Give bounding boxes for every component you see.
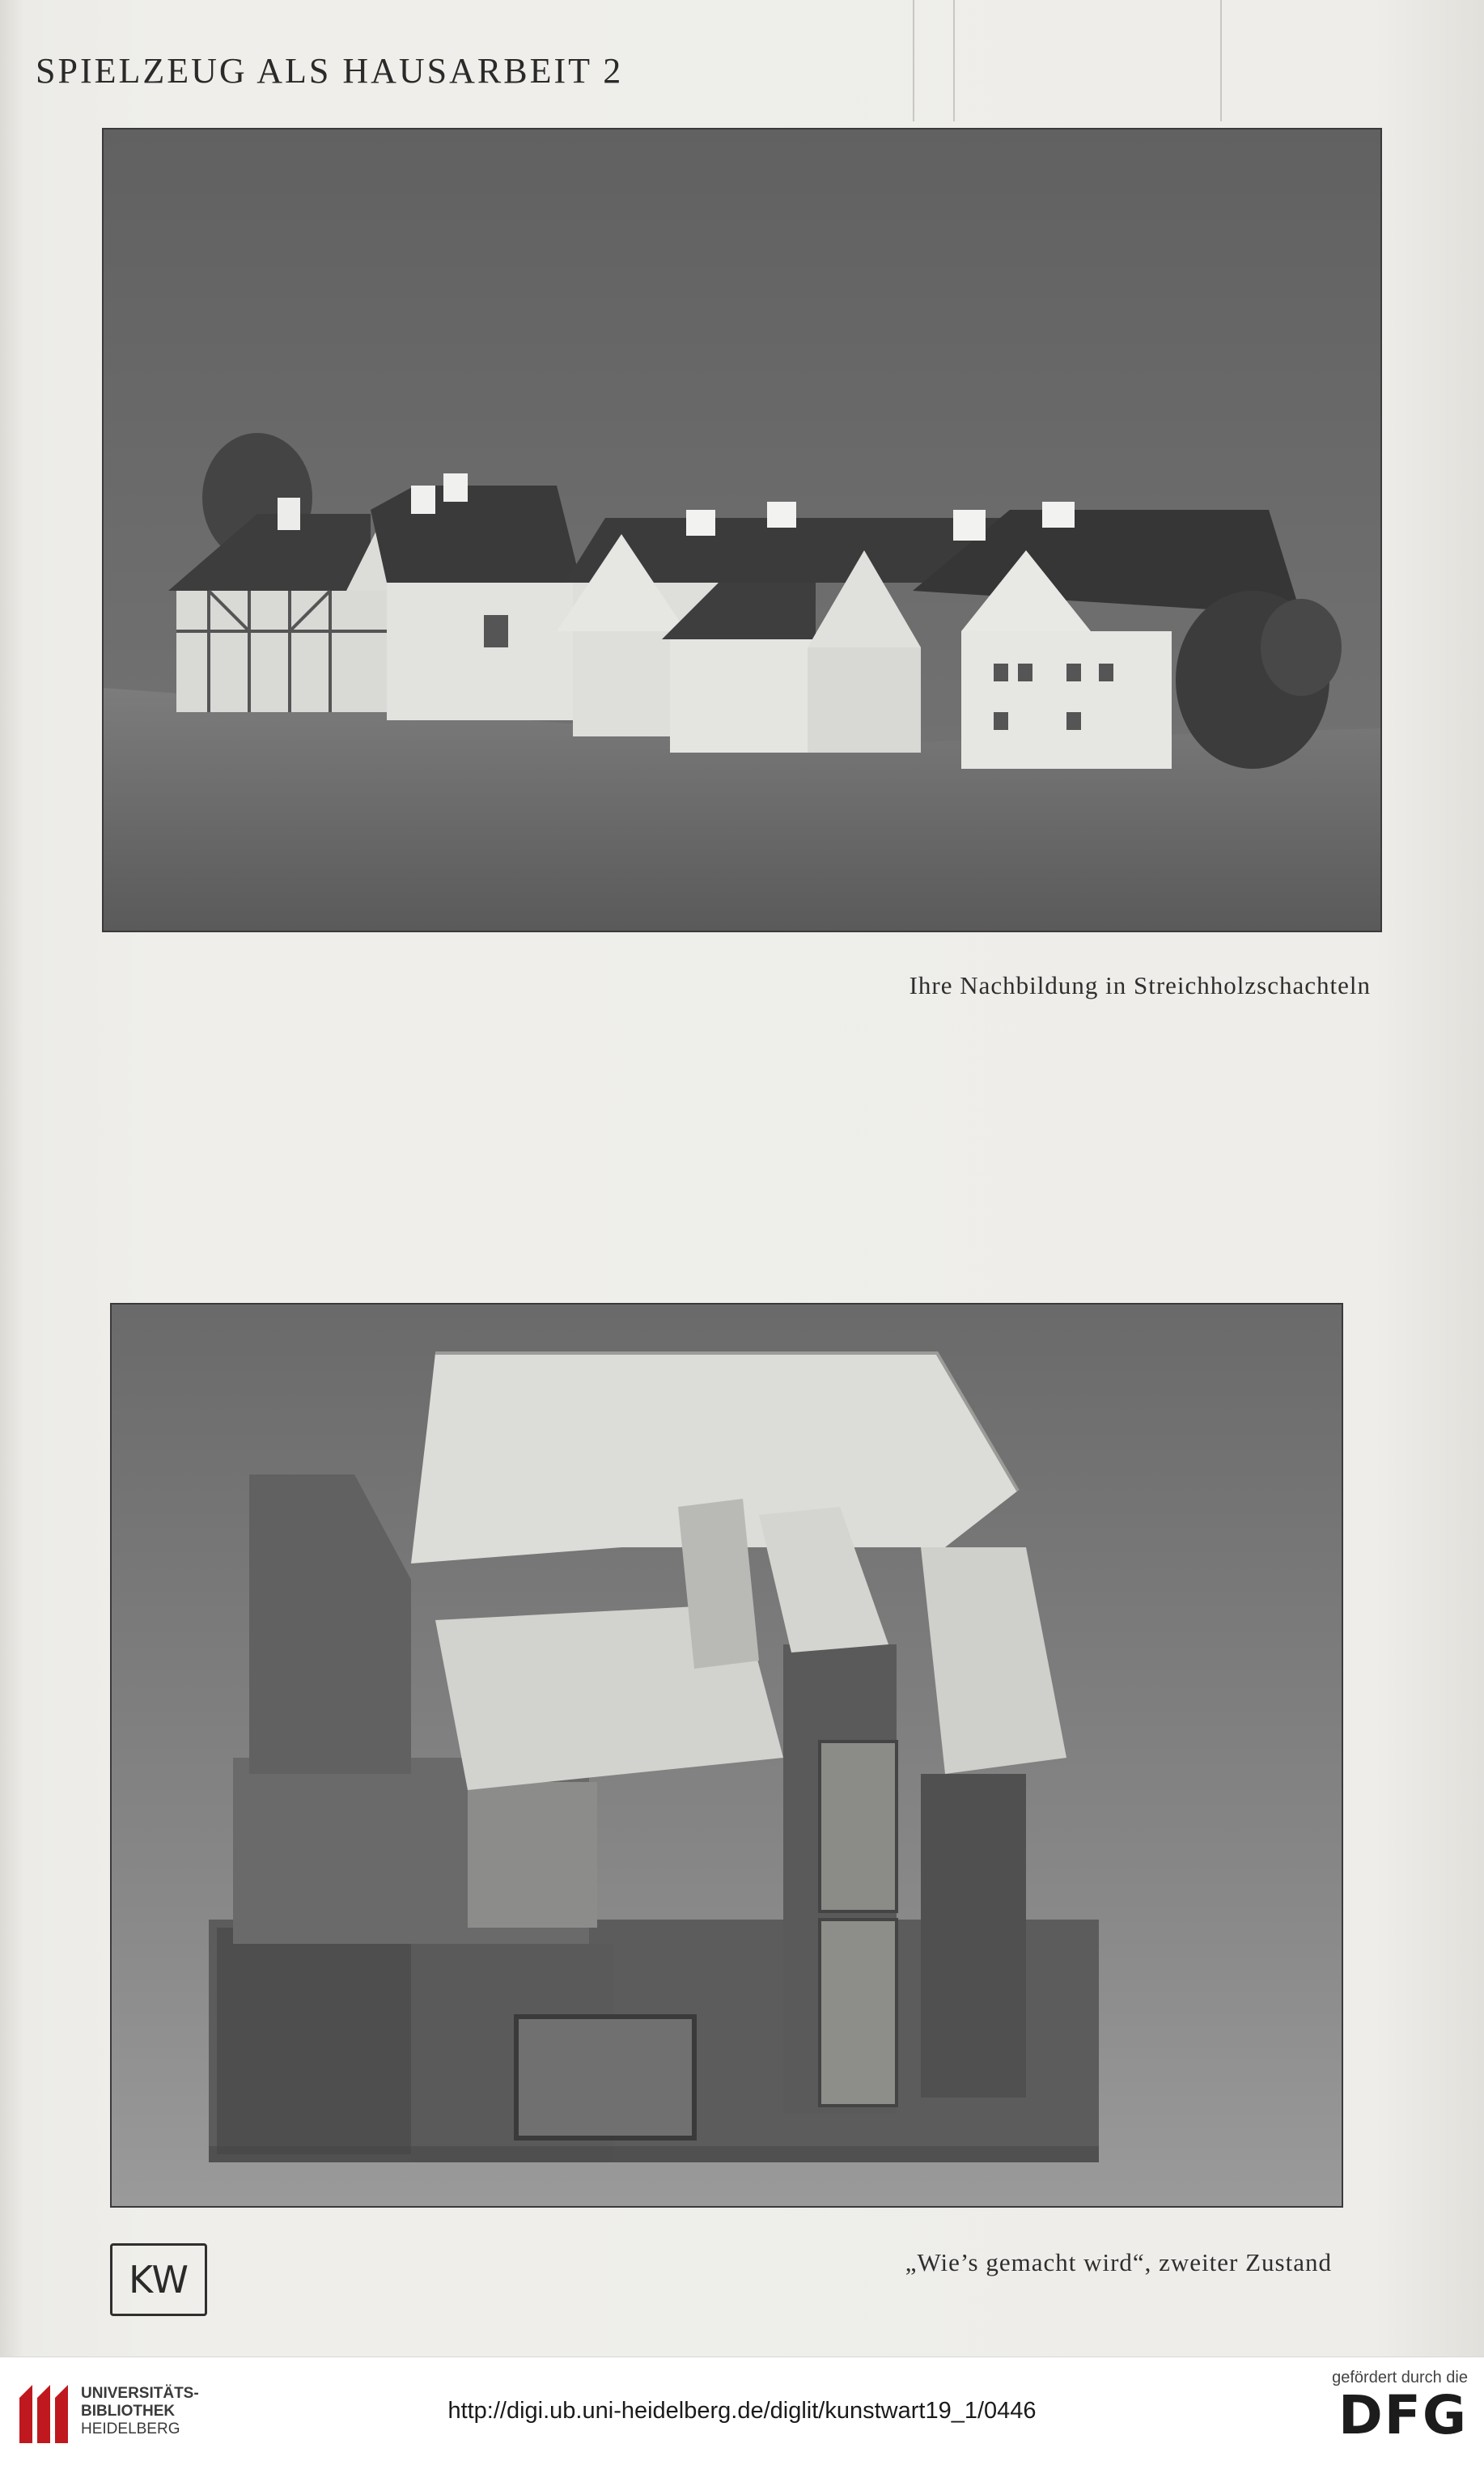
running-head: SPIELZEUG ALS HAUSARBEIT 2	[36, 51, 624, 91]
village-model-photo	[104, 129, 1380, 931]
matchbox-house-illustration	[112, 1305, 1342, 2206]
library-name-line: HEIDELBERG	[81, 2420, 180, 2437]
fold-line	[913, 0, 914, 121]
library-name-line: BIBLIOTHEK	[81, 2403, 176, 2420]
footer-bar	[0, 2357, 1484, 2465]
figure-caption-1: Ihre Nachbildung in Streichholzschachteln	[909, 971, 1371, 999]
figure-caption-2: „Wie’s gemacht wird“, zweiter Zustand	[905, 2248, 1332, 2276]
village-model-illustration	[104, 129, 1380, 931]
library-name-line: UNIVERSITÄTS-	[81, 2385, 199, 2402]
funder-block	[1332, 2369, 1468, 2444]
funding-label: gefördert durch die	[1332, 2369, 1468, 2387]
dfg-logo: DFG	[1338, 2384, 1468, 2446]
fold-line	[953, 0, 955, 121]
matchbox-house-photo	[112, 1305, 1342, 2206]
fold-line	[1220, 0, 1222, 121]
permalink-url[interactable]: http://digi.ub.uni-heidelberg.de/diglit/kunstwart19_1/0446	[447, 2398, 1037, 2424]
kw-publisher-mark: KW	[110, 2243, 207, 2316]
